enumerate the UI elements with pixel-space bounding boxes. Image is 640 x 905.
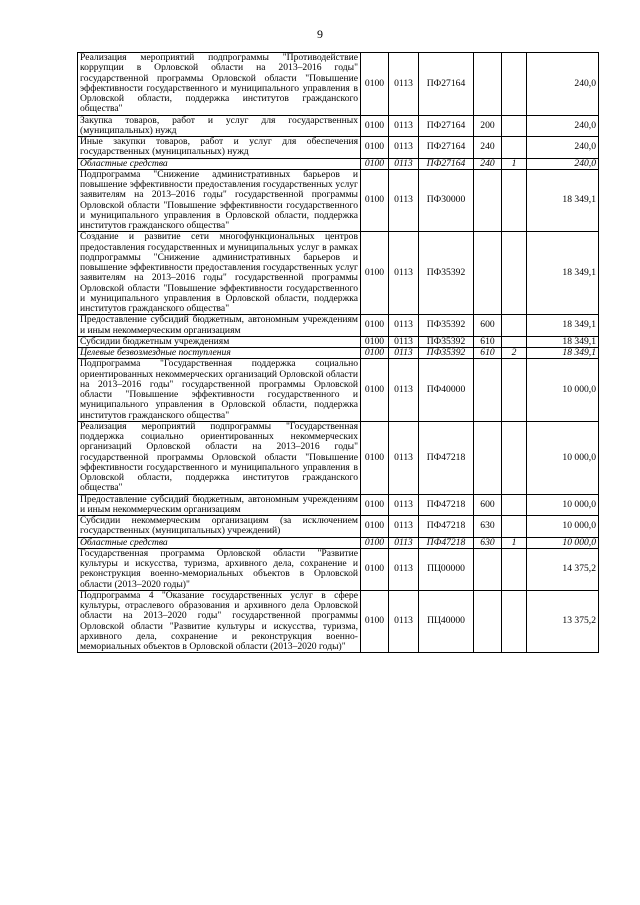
amount: 240,0 [527, 115, 599, 137]
section-code: 0100 [361, 348, 389, 359]
section-code: 0100 [361, 137, 389, 159]
row-name: Реализация мероприятий подпрограммы "Государственная поддержка социально ориентированных некоммерческих организаций Орловской области на 2013–2016 годы" государственной программы Орловской области "Повышение эффективности государственного и муниципального управления в Орловской области, поддержка институтов гражданского общества" [78, 421, 361, 494]
expense-type-code: 630 [474, 516, 502, 538]
expense-type-code: 630 [474, 537, 502, 548]
table-row [78, 494, 599, 516]
target-article-code: ПФ47218 [419, 421, 474, 494]
expense-type-code: 200 [474, 115, 502, 137]
expense-type-code [474, 421, 502, 494]
table-row [78, 336, 599, 347]
expense-type-code: 600 [474, 494, 502, 516]
funding-source-code [502, 315, 527, 337]
section-code: 0100 [361, 494, 389, 516]
subsection-code: 0113 [389, 232, 419, 315]
table-row [78, 359, 599, 422]
target-article-code: ПФ27164 [419, 137, 474, 159]
subsection-code: 0113 [389, 421, 419, 494]
row-name: Областные средства [78, 537, 361, 548]
target-article-code: ПФ30000 [419, 169, 474, 232]
table-row [78, 421, 599, 494]
amount: 10 000,0 [527, 494, 599, 516]
target-article-code: ПФ35392 [419, 315, 474, 337]
funding-source-code [502, 590, 527, 653]
table-row [78, 53, 599, 116]
expense-type-code: 240 [474, 158, 502, 169]
subsection-code: 0113 [389, 359, 419, 422]
amount: 18 349,1 [527, 232, 599, 315]
expense-type-code [474, 590, 502, 653]
funding-source-code [502, 232, 527, 315]
table-row [78, 516, 599, 538]
amount: 10 000,0 [527, 537, 599, 548]
expense-type-code: 240 [474, 137, 502, 159]
target-article-code: ПЦ40000 [419, 590, 474, 653]
section-code: 0100 [361, 548, 389, 590]
section-code: 0100 [361, 158, 389, 169]
expense-type-code [474, 359, 502, 422]
funding-source-code: 2 [502, 348, 527, 359]
section-code: 0100 [361, 53, 389, 116]
target-article-code: ПФ47218 [419, 494, 474, 516]
subsection-code: 0113 [389, 158, 419, 169]
expense-type-code: 610 [474, 336, 502, 347]
section-code: 0100 [361, 115, 389, 137]
row-name: Государственная программа Орловской области "Развитие культуры и искусства, туризма, архивного дела, сохранение и реконструкция военно-мемориальных объектов в Орловской области (2013–2020 годы)" [78, 548, 361, 590]
funding-source-code [502, 169, 527, 232]
subsection-code: 0113 [389, 348, 419, 359]
subsection-code: 0113 [389, 115, 419, 137]
amount: 10 000,0 [527, 359, 599, 422]
row-name: Субсидии некоммерческим организациям (за исключением государственных (муниципальных) учреждений) [78, 516, 361, 538]
target-article-code: ПФ35392 [419, 348, 474, 359]
subsection-code: 0113 [389, 537, 419, 548]
funding-source-code [502, 548, 527, 590]
row-name: Подпрограмма "Снижение административных барьеров и повышение эффективности предоставления государственных услуг заявителям на 2013–2016 годы" государственной программы Орловской области "Повышение эффективности государственного и муниципального управления в Орловской области, поддержка институтов гражданского общества" [78, 169, 361, 232]
row-name: Подпрограмма 4 "Оказание государственных услуг в сфере культуры, отраслевого образования и архивного дела Орловской области на 2013–2020 годы" государственной программы Орловской области "Развитие культуры и искусства, туризма, архивного дела, сохранение и реконструкция военно-мемориальных объектов в Орловской области (2013–2020 годы)" [78, 590, 361, 653]
funding-source-code: 1 [502, 158, 527, 169]
funding-source-code [502, 115, 527, 137]
table-row [78, 548, 599, 590]
section-code: 0100 [361, 359, 389, 422]
section-code: 0100 [361, 421, 389, 494]
table-row [78, 137, 599, 159]
row-name: Целевые безвозмездные поступления [78, 348, 361, 359]
funding-source-code [502, 137, 527, 159]
funding-source-code [502, 53, 527, 116]
table-row [78, 315, 599, 337]
table-row [78, 115, 599, 137]
subsection-code: 0113 [389, 137, 419, 159]
amount: 13 375,2 [527, 590, 599, 653]
target-article-code: ПЦ00000 [419, 548, 474, 590]
amount: 18 349,1 [527, 315, 599, 337]
amount: 240,0 [527, 137, 599, 159]
funding-source-code [502, 359, 527, 422]
amount: 10 000,0 [527, 516, 599, 538]
expense-type-code [474, 232, 502, 315]
amount: 18 349,1 [527, 169, 599, 232]
expense-type-code [474, 548, 502, 590]
expense-type-code [474, 53, 502, 116]
amount: 240,0 [527, 158, 599, 169]
funding-source-code [502, 336, 527, 347]
row-name: Создание и развитие сети многофункциональных центров предоставления государственных и муниципальных услуг в рамках подпрограммы "Снижение административных барьеров и повышение эффективности предоставления государственных услуг заявителям на 2013–2016 годы" государственной программы Орловской области "Повышение эффективности государственного и муниципального управления в Орловской области, поддержка институтов гражданского общества" [78, 232, 361, 315]
budget-table [77, 52, 599, 653]
section-code: 0100 [361, 336, 389, 347]
row-name: Областные средства [78, 158, 361, 169]
section-code: 0100 [361, 590, 389, 653]
section-code: 0100 [361, 516, 389, 538]
subsection-code: 0113 [389, 336, 419, 347]
target-article-code: ПФ27164 [419, 53, 474, 116]
section-code: 0100 [361, 232, 389, 315]
funding-source-code [502, 494, 527, 516]
section-code: 0100 [361, 169, 389, 232]
amount: 18 349,1 [527, 336, 599, 347]
table-row [78, 169, 599, 232]
row-name: Предоставление субсидий бюджетным, автономным учреждениям и иным некоммерческим организациям [78, 315, 361, 337]
target-article-code: ПФ47218 [419, 537, 474, 548]
table-row [78, 590, 599, 653]
subsection-code: 0113 [389, 53, 419, 116]
table-row [78, 537, 599, 548]
funding-source-code [502, 421, 527, 494]
subsection-code: 0113 [389, 315, 419, 337]
table-row [78, 232, 599, 315]
page-number: 9 [317, 27, 323, 41]
target-article-code: ПФ35392 [419, 336, 474, 347]
subsection-code: 0113 [389, 590, 419, 653]
row-name: Подпрограмма "Государственная поддержка социально ориентированных некоммерческих организаций Орловской области на 2013–2016 годы" государственной программы Орловской области "Повышение эффективности государственного и муниципального управления в Орловской области, поддержка институтов гражданского общества" [78, 359, 361, 422]
amount: 14 375,2 [527, 548, 599, 590]
row-name: Предоставление субсидий бюджетным, автономным учреждениям и иным некоммерческим организациям [78, 494, 361, 516]
expense-type-code: 610 [474, 348, 502, 359]
amount: 10 000,0 [527, 421, 599, 494]
table-row [78, 158, 599, 169]
target-article-code: ПФ40000 [419, 359, 474, 422]
row-name: Субсидии бюджетным учреждениям [78, 336, 361, 347]
row-name: Иные закупки товаров, работ и услуг для обеспечения государственных (муниципальных) нужд [78, 137, 361, 159]
amount: 18 349,1 [527, 348, 599, 359]
target-article-code: ПФ27164 [419, 158, 474, 169]
target-article-code: ПФ35392 [419, 232, 474, 315]
subsection-code: 0113 [389, 516, 419, 538]
expense-type-code [474, 169, 502, 232]
target-article-code: ПФ27164 [419, 115, 474, 137]
funding-source-code: 1 [502, 537, 527, 548]
amount: 240,0 [527, 53, 599, 116]
section-code: 0100 [361, 537, 389, 548]
table-row [78, 348, 599, 359]
section-code: 0100 [361, 315, 389, 337]
funding-source-code [502, 516, 527, 538]
subsection-code: 0113 [389, 169, 419, 232]
expense-type-code: 600 [474, 315, 502, 337]
table-body [78, 53, 599, 653]
row-name: Реализация мероприятий подпрограммы "Противодействие коррупции в Орловской области на 2013–2016 годы" государственной программы Орловской области "Повышение эффективности государственного и муниципального управления в Орловской области, поддержка институтов гражданского общества" [78, 53, 361, 116]
subsection-code: 0113 [389, 548, 419, 590]
subsection-code: 0113 [389, 494, 419, 516]
row-name: Закупка товаров, работ и услуг для государственных (муниципальных) нужд [78, 115, 361, 137]
target-article-code: ПФ47218 [419, 516, 474, 538]
